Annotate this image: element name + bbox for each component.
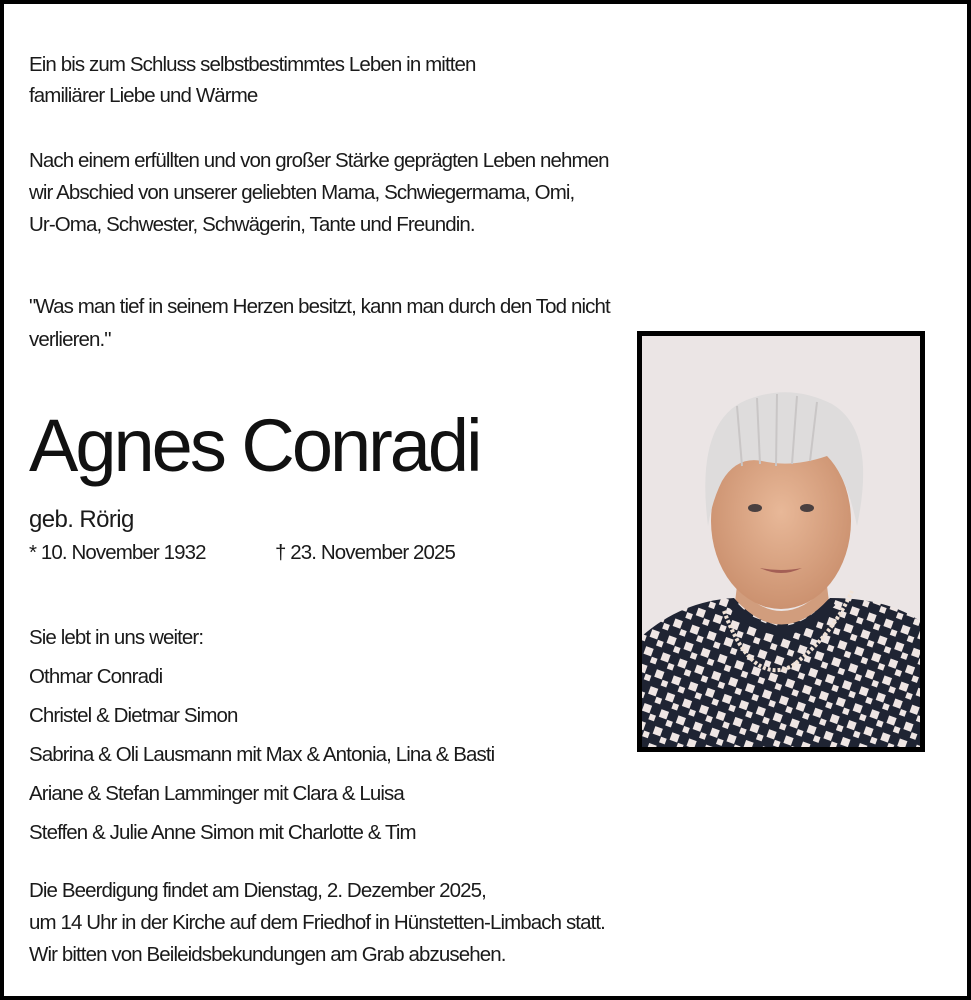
life-dates xyxy=(29,536,455,569)
birth-date: * 10. November 1932 xyxy=(29,541,206,564)
quote-line-1: "Was man tief in seinem Herzen besitzt, kann man durch den Tod nicht xyxy=(29,295,610,318)
mourner-name: Ariane & Stefan Lamminger mit Clara & Luisa xyxy=(29,782,404,805)
funeral-line-3: Wir bitten von Beileidsbekundungen am Grab abzusehen. xyxy=(29,943,506,966)
mourner-name: Christel & Dietmar Simon xyxy=(29,704,238,727)
farewell-line-2: wir Abschied von unserer geliebten Mama, Schwiegermama, Omi, xyxy=(29,181,575,204)
intro-line-1: Ein bis zum Schluss selbstbestimmtes Leben in mitten xyxy=(29,53,476,76)
quote-line-2: verlieren." xyxy=(29,328,111,351)
portrait-photo xyxy=(637,331,925,752)
maiden-name: geb. Rörig xyxy=(29,506,134,533)
farewell-line-1: Nach einem erfüllten und von großer Stärke geprägten Leben nehmen xyxy=(29,149,609,172)
farewell-line-3: Ur-Oma, Schwester, Schwägerin, Tante und Freundin. xyxy=(29,213,475,236)
mourner-name: Othmar Conradi xyxy=(29,665,163,688)
intro-line-2: familiärer Liebe und Wärme xyxy=(29,84,258,107)
mourner-name: Steffen & Julie Anne Simon mit Charlotte & Tim xyxy=(29,821,416,844)
funeral-line-2: um 14 Uhr in der Kirche auf dem Friedhof in Hünstetten-Limbach statt. xyxy=(29,911,605,934)
mourner-name: Sabrina & Oli Lausmann mit Max & Antonia, Lina & Basti xyxy=(29,743,495,766)
portrait-image xyxy=(642,336,920,747)
funeral-line-1: Die Beerdigung findet am Dienstag, 2. Dezember 2025, xyxy=(29,879,486,902)
mourners-heading: Sie lebt in uns weiter: xyxy=(29,626,204,649)
death-date: † 23. November 2025 xyxy=(275,541,456,564)
deceased-name: Agnes Conradi xyxy=(29,404,480,487)
